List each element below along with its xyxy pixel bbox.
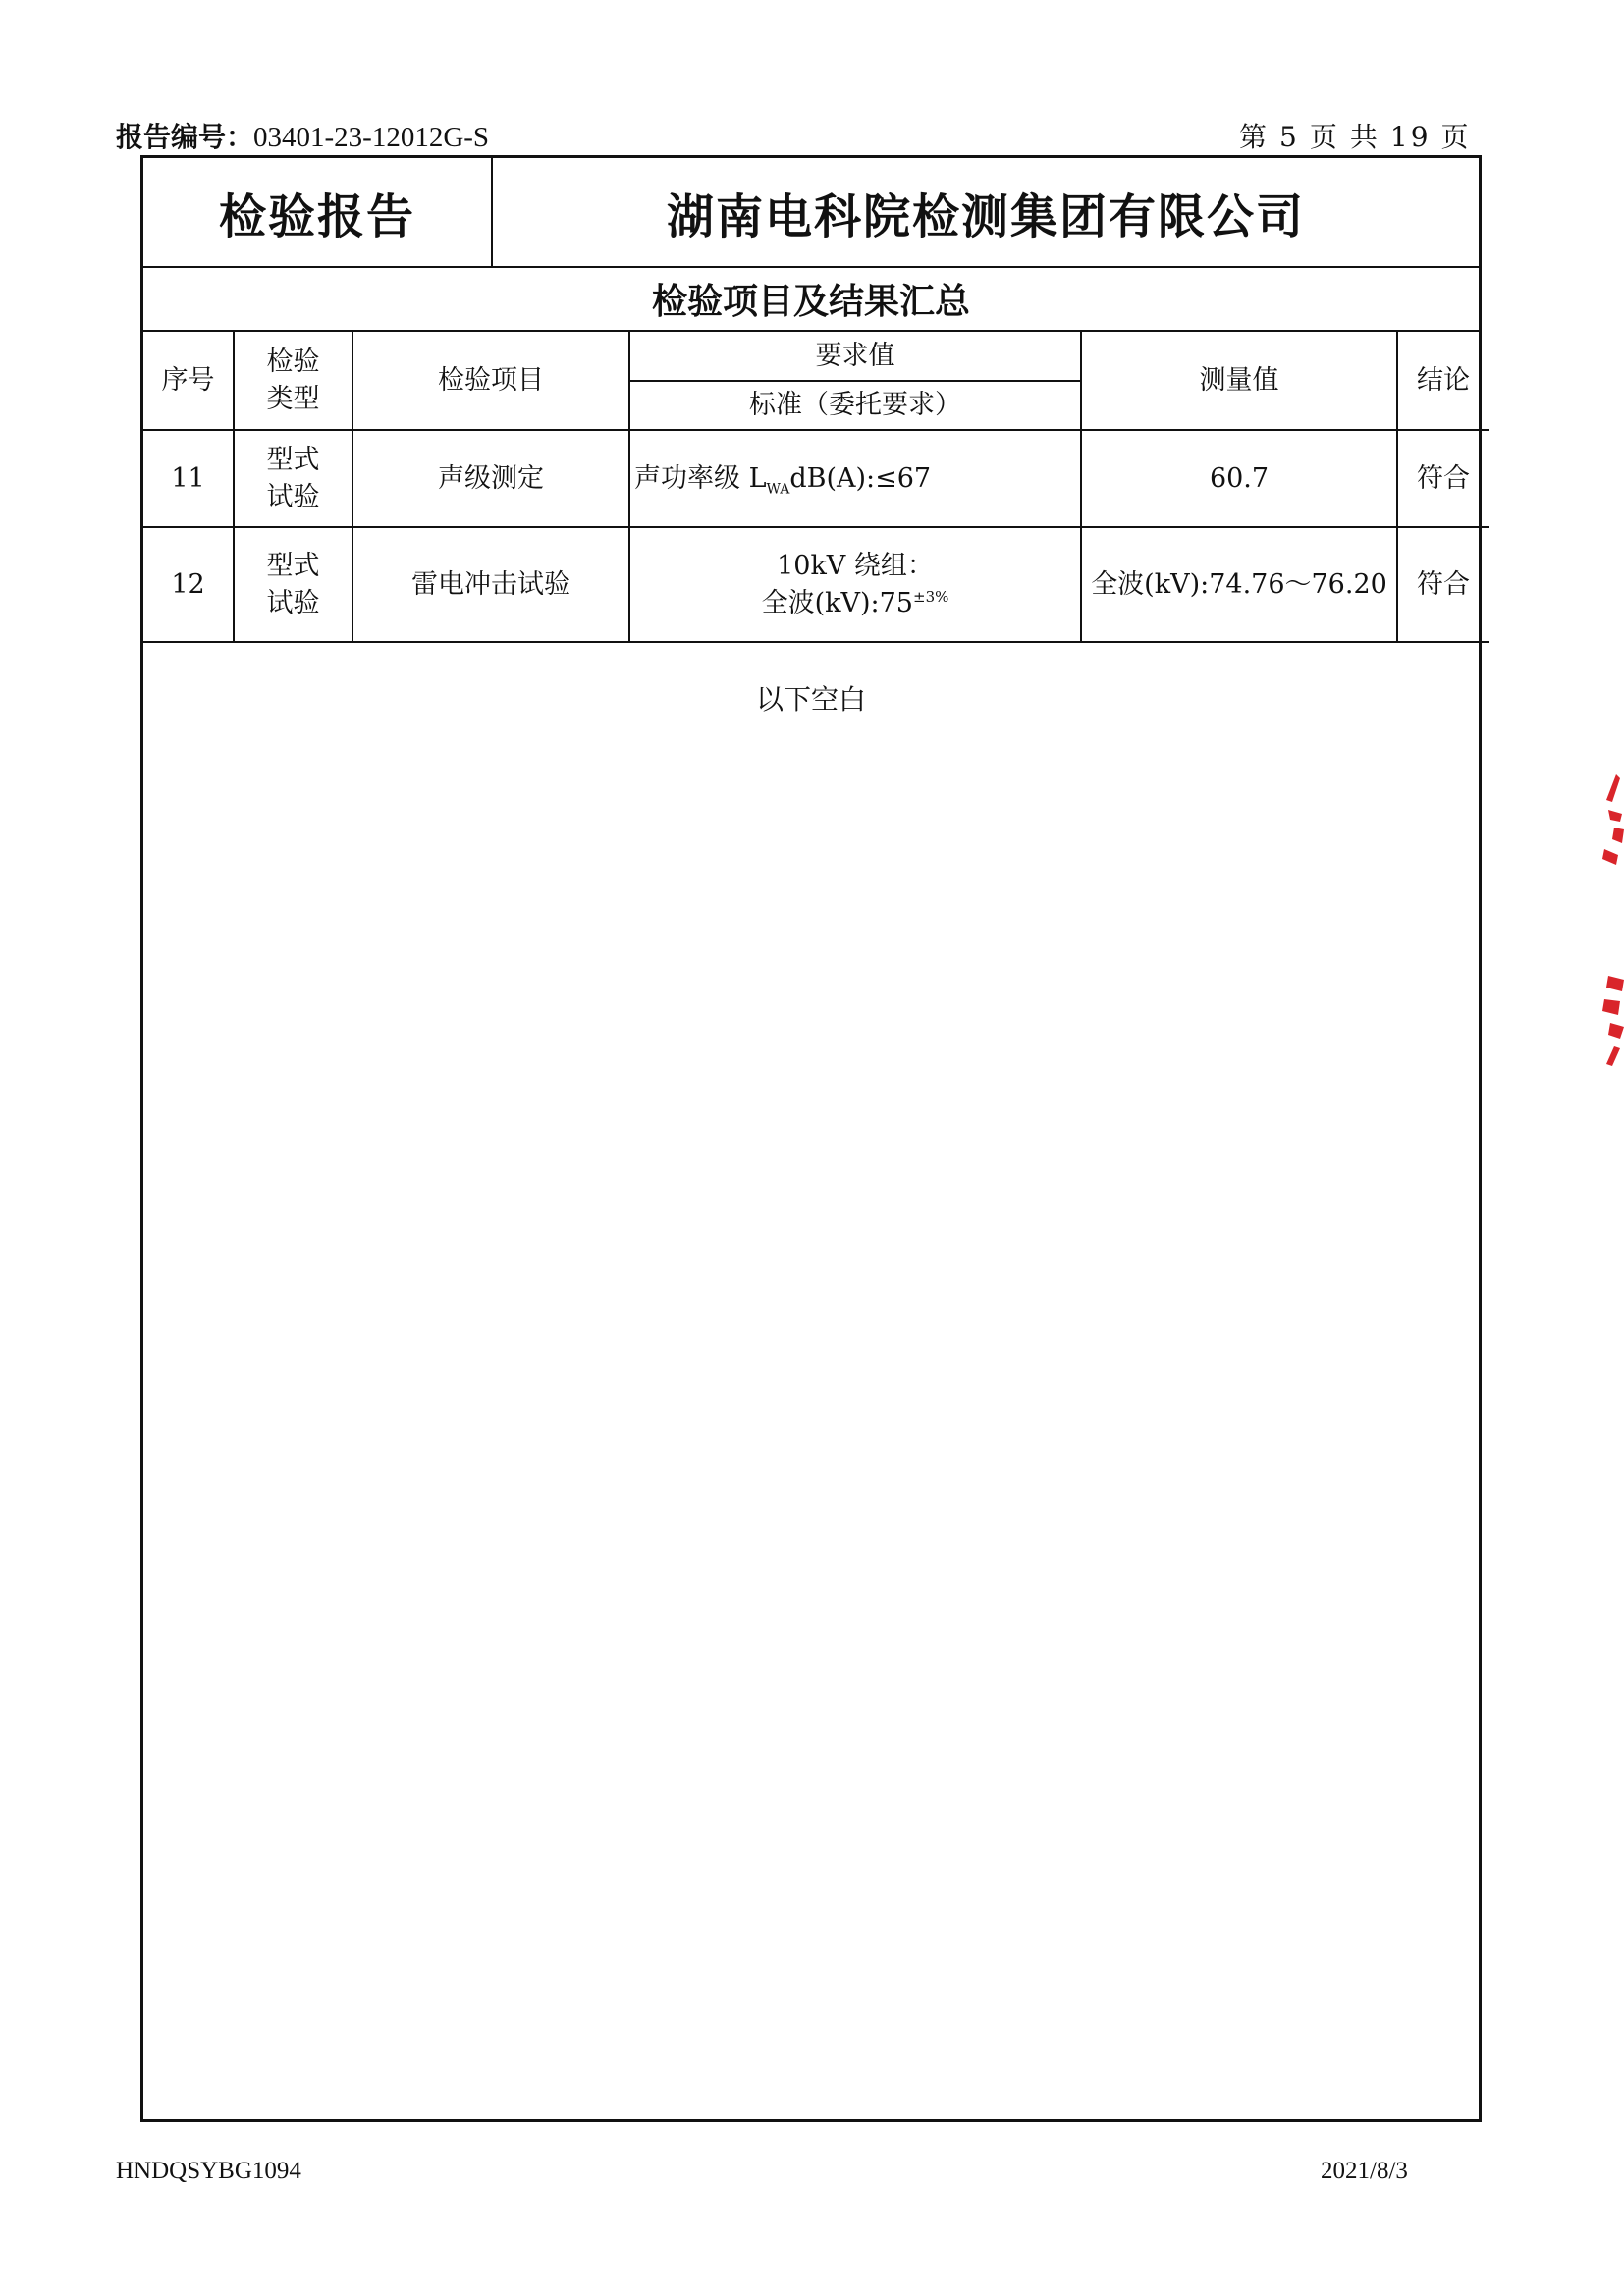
header-type-line1: 检验 — [266, 346, 320, 377]
table-row — [143, 430, 1489, 527]
blank-note: 以下空白 — [755, 683, 866, 716]
cell-item: 雷电冲击试验 — [352, 527, 629, 642]
cell-requirement — [629, 527, 1081, 642]
cell-type-line2: 试验 — [266, 481, 320, 512]
header-seq: 序号 — [143, 332, 234, 430]
cell-type-line1: 型式 — [266, 550, 320, 581]
cell-type — [234, 430, 352, 527]
report-number — [116, 116, 489, 155]
page-current: 5 — [1279, 121, 1300, 153]
page-word: 页 — [1309, 121, 1340, 153]
req-line1: 10kV 绕组： — [777, 550, 934, 581]
cell-conclusion: 符合 — [1397, 527, 1489, 642]
req-text: dB(A):≤67 — [789, 462, 932, 494]
header-type — [234, 332, 352, 430]
req-text: 声功率级 L — [634, 462, 767, 494]
table-row — [143, 527, 1489, 642]
cell-conclusion: 符合 — [1397, 430, 1489, 527]
cell-type-line2: 试验 — [266, 587, 320, 618]
cell-type — [234, 527, 352, 642]
page-word: 共 — [1349, 121, 1380, 153]
cell-seq: 12 — [143, 527, 234, 642]
req-tolerance: ±3% — [913, 587, 949, 606]
section-title: 检验项目及结果汇总 — [143, 268, 1479, 332]
form-code: HNDQSYBG1094 — [116, 2158, 301, 2184]
seal-mark — [1598, 972, 1624, 1070]
cell-type-line1: 型式 — [266, 444, 320, 475]
title-row — [143, 158, 1479, 268]
cell-item: 声级测定 — [352, 430, 629, 527]
results-table — [143, 332, 1489, 643]
req-line2: 全波(kV):75 — [761, 587, 913, 618]
cell-requirement — [629, 430, 1081, 527]
cell-measured: 60.7 — [1081, 430, 1397, 527]
page-word: 页 — [1440, 121, 1472, 153]
cell-measured: 全波(kV):74.76～76.20 — [1081, 527, 1397, 642]
page-word: 第 — [1239, 121, 1271, 153]
req-subscript: WA — [766, 480, 790, 497]
table-header-row — [143, 332, 1489, 381]
report-title: 检验报告 — [143, 158, 493, 266]
report-frame — [140, 155, 1482, 2122]
cell-seq: 11 — [143, 430, 234, 527]
report-number-label: 报告编号： — [116, 121, 254, 153]
report-number-value: 03401-23-12012G-S — [253, 122, 490, 153]
footer-date: 2021/8/3 — [1321, 2158, 1408, 2184]
page-indicator — [1239, 116, 1482, 155]
seal-mark — [1598, 771, 1624, 888]
page-total: 19 — [1389, 121, 1432, 153]
header-measured: 测量值 — [1081, 332, 1397, 430]
header-req-top: 要求值 — [629, 332, 1081, 381]
header-item: 检验项目 — [352, 332, 629, 430]
header-type-line2: 类型 — [266, 383, 320, 414]
organization-name: 湖南电科院检测集团有限公司 — [666, 188, 1305, 244]
header-req-bottom: 标准（委托要求） — [629, 381, 1081, 430]
header-conclusion: 结论 — [1397, 332, 1489, 430]
